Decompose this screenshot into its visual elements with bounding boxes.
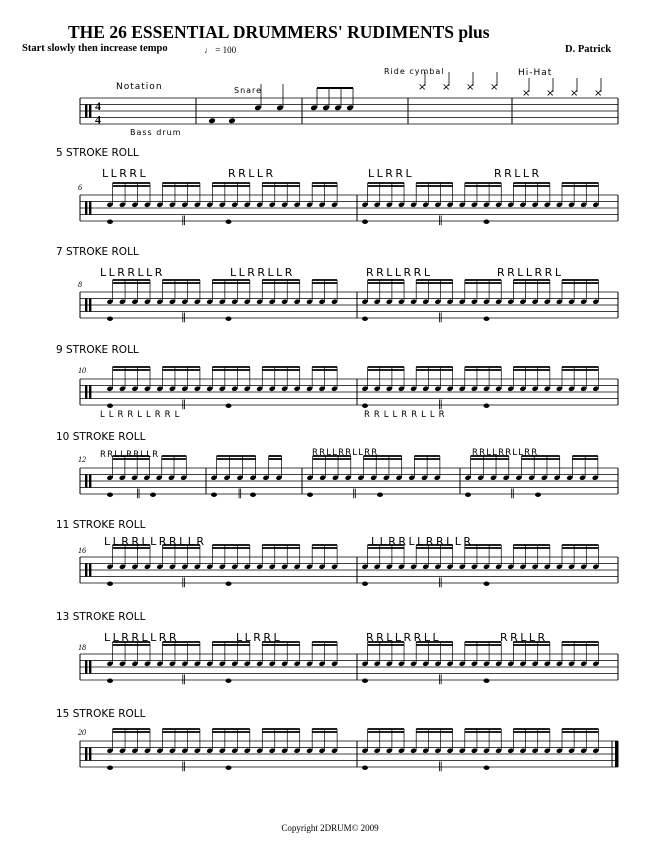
bass-drum-note [484, 766, 490, 770]
bass-drum-note [362, 582, 368, 586]
rest-symbol: ‖ [181, 312, 187, 323]
sticking-label: RRLLRRLLRR [472, 448, 539, 458]
sticking-label: LLRRLLRRLLR [104, 535, 207, 548]
sticking-label: LLRRLLRRL [100, 410, 184, 420]
rest-symbol: ‖ [352, 488, 357, 499]
rest-symbol: ‖ [510, 488, 515, 499]
cymbal-note: × [442, 82, 451, 93]
sticking-label: LLRRLLRRLLR [371, 535, 474, 548]
percussion-clef [85, 202, 87, 215]
bass-drum-note [226, 317, 232, 321]
bass-drum-note [226, 582, 232, 586]
tempo-marking: ♩ = 100 [204, 45, 237, 55]
measure-number: 20 [78, 728, 86, 737]
section-title: 5 STROKE ROLL [56, 147, 139, 159]
percussion-clef [89, 202, 91, 215]
section-title: 9 STROKE ROLL [56, 344, 139, 356]
legend-bass-drum: Bass drum [130, 128, 182, 137]
bass-drum-note [535, 493, 541, 497]
bass-drum-note [484, 220, 490, 224]
bass-drum-note [107, 493, 113, 497]
measure-number: 6 [78, 183, 82, 192]
copyright-notice: Copyright 2DRUM© 2009 [281, 823, 379, 833]
sticking-label: RRLLRRLLRR [312, 448, 379, 458]
bass-drum-note [107, 582, 113, 586]
tempo-instruction: Start slowly then increase tempo [22, 43, 168, 54]
rest-symbol: ‖ [237, 488, 243, 499]
percussion-clef [85, 661, 87, 674]
sticking-label: RRLLRRL [497, 266, 564, 279]
bass-drum-note [226, 220, 232, 224]
percussion-clef [89, 748, 91, 761]
sticking-label: RRLLRRLLR [364, 410, 449, 420]
final-barline [615, 741, 618, 767]
bass-drum-note [465, 493, 471, 497]
sticking-label: RRLLRRLLR [100, 450, 160, 460]
bass-drum-note [484, 582, 490, 586]
percussion-clef [85, 386, 87, 399]
rest-symbol: ‖ [135, 488, 141, 499]
percussion-clef [89, 105, 91, 118]
bass-drum-note [226, 404, 232, 408]
sticking-label: LLRRL [368, 167, 415, 180]
sticking-label: RRLLRRLL [366, 631, 442, 644]
cymbal-note: × [490, 82, 499, 93]
percussion-clef [85, 299, 87, 312]
percussion-clef [89, 386, 91, 399]
sticking-label: RRLLR [228, 167, 276, 180]
cymbal-note: × [418, 82, 427, 93]
hi-hat-note: × [594, 88, 603, 99]
measure-number: 10 [78, 366, 86, 375]
percussion-clef [89, 475, 91, 488]
cymbal-note: × [466, 82, 475, 93]
bass-drum-note [362, 679, 368, 683]
bass-drum-note [107, 404, 113, 408]
legend-hi-hat: Hi-Hat [518, 68, 553, 78]
time-signature: 4 [95, 112, 101, 127]
bass-drum-note [362, 220, 368, 224]
percussion-clef [85, 475, 87, 488]
bass-drum-note [377, 493, 383, 497]
bass-drum-note [226, 766, 232, 770]
percussion-clef [89, 299, 91, 312]
sticking-label: RRLLR [500, 631, 548, 644]
bass-drum-note [250, 493, 256, 497]
bass-drum-note [107, 220, 113, 224]
percussion-clef [85, 748, 87, 761]
section-title: 10 STROKE ROLL [56, 431, 146, 443]
bass-drum-note [107, 317, 113, 321]
section-title: 15 STROKE ROLL [56, 708, 146, 720]
bass-drum-note [150, 493, 156, 497]
rest-symbol: ‖ [181, 674, 187, 685]
sticking-label: LLRRL [236, 631, 283, 644]
rest-symbol: ‖ [181, 577, 187, 588]
bass-drum-note [484, 317, 490, 321]
bass-drum-note [484, 404, 490, 408]
legend-ride-cymbal: Ride cymbal [384, 67, 445, 76]
percussion-clef [89, 564, 91, 577]
rest-symbol: ‖ [437, 215, 443, 226]
measure-number: 18 [78, 643, 86, 652]
hi-hat-note: × [522, 88, 531, 99]
composer: D. Patrick [565, 44, 612, 55]
sticking-label: LLRRLLR [230, 266, 295, 279]
percussion-clef [85, 564, 87, 577]
legend-snare: Snare [234, 86, 263, 95]
measure-number: 12 [78, 455, 86, 464]
bass-drum-note [211, 493, 217, 497]
section-title: 7 STROKE ROLL [56, 246, 139, 258]
bass-drum-note [226, 679, 232, 683]
tempo-value: = 100 [215, 45, 237, 55]
bass-drum-note [484, 679, 490, 683]
sticking-label: LLRRL [102, 167, 149, 180]
measure-number: 8 [78, 280, 82, 289]
hi-hat-note: × [570, 88, 579, 99]
percussion-clef [89, 661, 91, 674]
section-title: 13 STROKE ROLL [56, 611, 146, 623]
bass-drum-note [362, 317, 368, 321]
rest-symbol: ‖ [181, 761, 187, 772]
sticking-label: RRLLR [494, 167, 542, 180]
bass-drum-note [208, 117, 216, 124]
legend-notation: Notation [116, 82, 163, 92]
rest-symbol: ‖ [437, 312, 443, 323]
measure-number: 16 [78, 546, 86, 555]
bass-drum-note [107, 766, 113, 770]
section-title: 11 STROKE ROLL [56, 519, 146, 531]
percussion-clef [85, 105, 87, 118]
sticking-label: RRLLRRL [366, 266, 433, 279]
hi-hat-note: × [546, 88, 555, 99]
sticking-label: LLRRLLR [100, 266, 165, 279]
rest-symbol: ‖ [437, 761, 443, 772]
rest-symbol: ‖ [437, 674, 443, 685]
bass-drum-note [228, 117, 236, 124]
bass-drum-note [362, 766, 368, 770]
rest-symbol: ‖ [437, 577, 443, 588]
rest-symbol: ‖ [181, 399, 187, 410]
page-title: THE 26 ESSENTIAL DRUMMERS' RUDIMENTS plus [68, 22, 490, 42]
bass-drum-note [107, 679, 113, 683]
time-signature: 4 [95, 99, 101, 113]
rest-symbol: ‖ [181, 215, 187, 226]
rest-symbol: ‖ [437, 399, 443, 410]
bass-drum-note [362, 404, 368, 408]
sticking-label: LLRRLLRR [104, 631, 180, 644]
bass-drum-note [307, 493, 313, 497]
